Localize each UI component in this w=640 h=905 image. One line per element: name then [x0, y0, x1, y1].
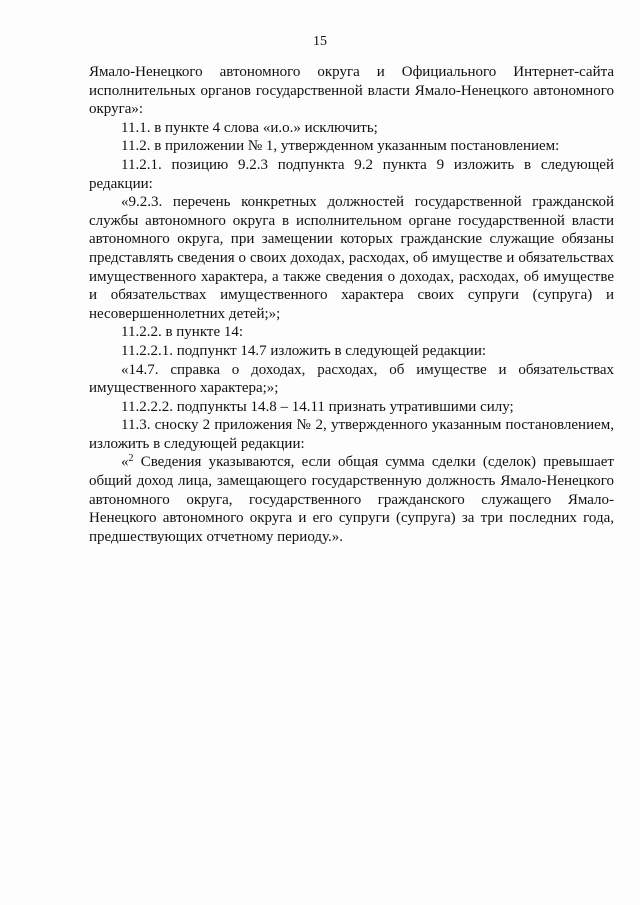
paragraph-11-2-2-1: 11.2.2.1. подпункт 14.7 изложить в следующей редакции:: [121, 342, 487, 359]
paragraph-11-2-1: 11.2.1. позицию 9.2.3 подпункта 9.2 пункта 9 изложить в следующей редакции:: [89, 156, 614, 192]
footnote-quote-text: Сведения указываются, если общая сумма сделки (сделок) превышает общий доход лица, замещающего государственную должность Ямало-Ненецкого автономного округа, государственного гражданского служащего Ямало-Ненецкого автономного округа и его супруги (супруга) за три последних года, предшествующих отчетному периоду.».: [89, 454, 614, 545]
paragraph-intro: Ямало-Ненецкого автономного округа и Официального Интернет-сайта исполнительных органов государственной власти Ямало-Ненецкого автономного округа»:: [89, 64, 614, 118]
quote-14-7: «14.7. справка о доходах, расходах, об имуществе и обязательствах имущественного характера;»;: [89, 361, 614, 397]
paragraph-11-2-2-2: 11.2.2.2. подпункты 14.8 – 14.11 признать утратившими силу;: [121, 398, 514, 415]
quote-9-2-3: «9.2.3. перечень конкретных должностей государственной гражданской службы автономного округа в исполнительном органе государственной власти автономного округа, при замещении которых гражданские служащие обязаны представлять сведения о своих доходах, расходах, об имуществе и обязательствах имущественного характера, а также сведения о доходах, расходах, об имуществе и обязательствах имущественного характера своих супруги (супруга) и несовершеннолетних детей;»;: [89, 194, 614, 322]
document-body: [89, 63, 614, 546]
paragraph-11-1: 11.1. в пункте 4 слова «и.о.» исключить;: [121, 119, 378, 136]
paragraph-11-2: 11.2. в приложении № 1, утвержденном указанным постановлением:: [121, 138, 560, 155]
page-number: 15: [313, 34, 327, 49]
paragraph-11-3: 11.3. сноску 2 приложения № 2, утвержденного указанным постановлением, изложить в следующей редакции:: [89, 417, 614, 452]
footnote-quote-open: «: [121, 454, 129, 471]
paragraph-11-2-2: 11.2.2. в пункте 14:: [121, 324, 244, 341]
footnote-number: 2: [128, 453, 134, 465]
footnote-quote: [89, 453, 614, 546]
